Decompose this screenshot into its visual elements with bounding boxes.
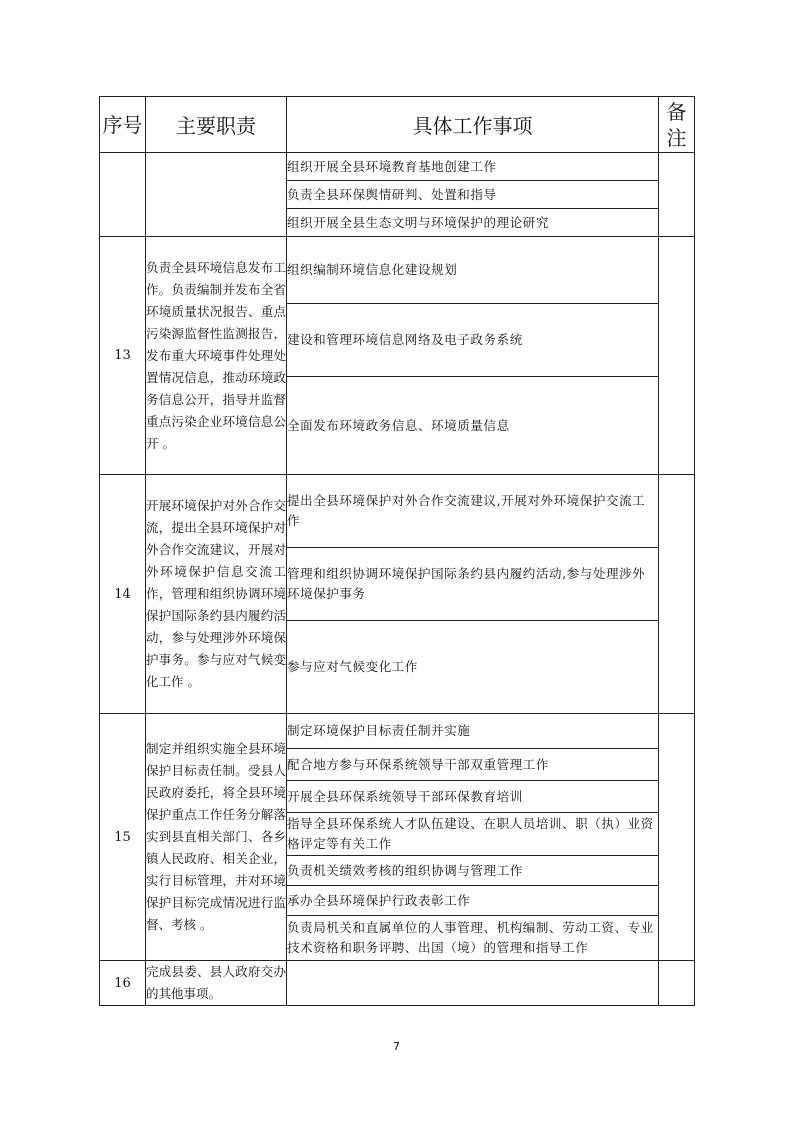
header-remark: 备注 xyxy=(659,97,695,153)
work-item: 负责局机关和直属单位的人事管理、机构编制、劳动工资、专业技术资格和职务评聘、出国（境）的管理和指导工作 xyxy=(287,916,659,961)
row-remark xyxy=(659,961,695,1006)
work-item: 组织开展全县生态文明与环境保护的理论研究 xyxy=(287,209,659,237)
row-duty: 负责全县环境信息发布工作。负责编制并发布全省环境质量状况报告、重点污染源监督性监测报告，发布重大环境事件处理处置情况信息，推动环境政务信息公开，指导并监督重点污染企业环境信息公开 。 xyxy=(146,237,287,475)
header-duty: 主要职责 xyxy=(146,97,287,153)
work-item: 参与应对气候变化工作 xyxy=(287,621,659,714)
row-no xyxy=(100,153,146,237)
row-no: 16 xyxy=(100,961,146,1006)
row-remark xyxy=(659,153,695,237)
work-item: 组织编制环境信息化建设规划 xyxy=(287,237,659,304)
row-no: 15 xyxy=(100,714,146,961)
table-row xyxy=(100,475,695,548)
row-no: 14 xyxy=(100,475,146,714)
work-item: 建设和管理环境信息网络及电子政务系统 xyxy=(287,304,659,377)
work-item: 负责全县环保舆情研判、处置和指导 xyxy=(287,181,659,209)
table-row xyxy=(100,961,695,1006)
work-item xyxy=(287,961,659,1006)
work-item: 配合地方参与环保系统领导干部双重管理工作 xyxy=(287,749,659,781)
work-item: 组织开展全县环境教育基地创建工作 xyxy=(287,153,659,181)
table-row xyxy=(100,714,695,749)
table-row xyxy=(100,153,695,181)
row-remark xyxy=(659,714,695,961)
work-item: 承办全县环境保护行政表彰工作 xyxy=(287,886,659,916)
header-items: 具体工作事项 xyxy=(287,97,659,153)
page-number: 7 xyxy=(393,1040,400,1053)
work-item: 开展全县环保系统领导干部环保教育培训 xyxy=(287,781,659,813)
row-remark xyxy=(659,237,695,475)
header-row xyxy=(100,97,695,153)
work-item: 负责机关绩效考核的组织协调与管理工作 xyxy=(287,856,659,886)
work-item: 全面发布环境政务信息、环境质量信息 xyxy=(287,377,659,475)
row-duty: 制定并组织实施全县环境保护目标责任制。受县人民政府委托，将全县环境保护重点工作任务分解落实到县直相关部门、各乡镇人民政府、相关企业，实行目标管理，并对环境保护目标完成情况进行监督、考核 。 xyxy=(146,714,287,961)
row-duty: 完成县委、县人政府交办的其他事项。 xyxy=(146,961,287,1006)
work-item: 管理和组织协调环境保护国际条约县内履约活动,参与处理涉外环境保护事务 xyxy=(287,548,659,621)
work-item: 指导全县环保系统人才队伍建设、在职人员培训、职（执）业资格评定等有关工作 xyxy=(287,813,659,856)
header-no: 序号 xyxy=(100,97,146,153)
work-item: 制定环境保护目标责任制并实施 xyxy=(287,714,659,749)
row-duty: 开展环境保护对外合作交流，提出全县环境保护对外合作交流建议，开展对外环境保护信息交流工作，管理和组织协调环境保护国际条约县内履约活动，参与处理涉外环境保护事务。参与应对气候变化工作 。 xyxy=(146,475,287,714)
duty-table xyxy=(99,96,695,1006)
row-no: 13 xyxy=(100,237,146,475)
row-remark xyxy=(659,475,695,714)
work-item: 提出全县环境保护对外合作交流建议,开展对外环境保护交流工作 xyxy=(287,475,659,548)
row-duty xyxy=(146,153,287,237)
table-row xyxy=(100,237,695,304)
